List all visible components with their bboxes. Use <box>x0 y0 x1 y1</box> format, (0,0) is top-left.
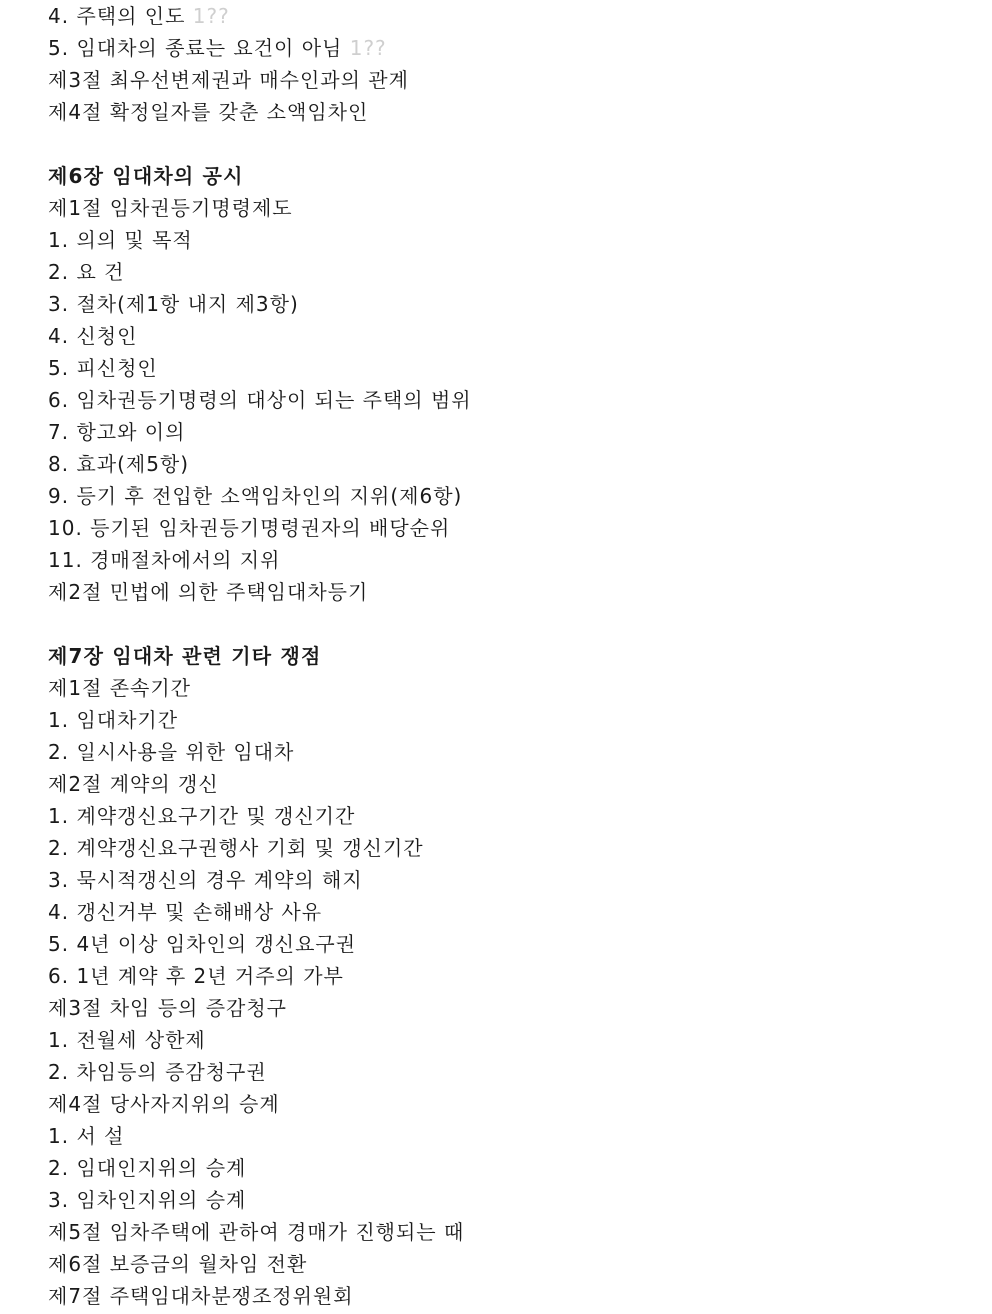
section-heading: 제2절 계약의 갱신 <box>48 772 219 796</box>
list-item: 10. 등기된 임차권등기명령권자의 배당순위 <box>48 516 451 540</box>
list-item: 8. 효과(제5항) <box>48 452 190 476</box>
list-item: 6. 임차권등기명령의 대상이 되는 주택의 범위 <box>48 388 472 412</box>
list-item: 2. 요 건 <box>48 260 125 284</box>
list-item: 4. 갱신거부 및 손해배상 사유 <box>48 900 323 924</box>
list-item: 2. 차임등의 증감청구권 <box>48 1060 267 1084</box>
line-text: 5. 임대차의 종료는 요건이 아님 <box>48 36 343 60</box>
chapter-heading: 제6장 임대차의 공시 <box>48 164 244 188</box>
section-heading: 제3절 차임 등의 증감청구 <box>48 996 287 1020</box>
list-item: 3. 절차(제1항 내지 제3항) <box>48 292 299 316</box>
section-heading: 제7절 주택임대차분쟁조정위원회 <box>48 1284 354 1308</box>
list-item: 7. 항고와 이의 <box>48 420 186 444</box>
list-item-house-delivery <box>48 0 230 32</box>
list-item: 2. 일시사용을 위한 임대차 <box>48 740 295 764</box>
section-heading: 제3절 최우선변제권과 매수인과의 관계 <box>48 68 409 92</box>
list-item: 3. 임차인지위의 승계 <box>48 1188 247 1212</box>
list-item: 6. 1년 계약 후 2년 거주의 가부 <box>48 964 344 988</box>
list-item: 11. 경매절차에서의 지위 <box>48 548 281 572</box>
section-heading: 제1절 존속기간 <box>48 676 192 700</box>
list-item: 1. 서 설 <box>48 1124 125 1148</box>
section-heading: 제4절 당사자지위의 승계 <box>48 1092 280 1116</box>
faded-page-ref: 1?? <box>349 36 387 60</box>
list-item: 1. 임대차기간 <box>48 708 179 732</box>
section-heading: 제1절 임차권등기명령제도 <box>48 196 293 220</box>
list-item: 3. 묵시적갱신의 경우 계약의 해지 <box>48 868 363 892</box>
list-item: 2. 임대인지위의 승계 <box>48 1156 247 1180</box>
section-heading: 제4절 확정일자를 갖춘 소액임차인 <box>48 100 369 124</box>
line-text: 4. 주택의 인도 <box>48 4 186 28</box>
section-heading: 제5절 임차주택에 관하여 경매가 진행되는 때 <box>48 1220 465 1244</box>
list-item-termination <box>48 32 387 64</box>
faded-page-ref: 1?? <box>192 4 230 28</box>
chapter-heading: 제7장 임대차 관련 기타 쟁점 <box>48 644 322 668</box>
list-item: 5. 피신청인 <box>48 356 158 380</box>
list-item: 1. 계약갱신요구기간 및 갱신기간 <box>48 804 356 828</box>
list-item: 1. 의의 및 목적 <box>48 228 193 252</box>
list-item: 4. 신청인 <box>48 324 138 348</box>
list-item: 1. 전월세 상한제 <box>48 1028 206 1052</box>
list-item: 5. 4년 이상 임차인의 갱신요구권 <box>48 932 357 956</box>
list-item: 2. 계약갱신요구권행사 기회 및 갱신기간 <box>48 836 424 860</box>
section-heading: 제6절 보증금의 월차임 전환 <box>48 1252 308 1276</box>
list-item: 9. 등기 후 전입한 소액임차인의 지위(제6항) <box>48 484 463 508</box>
section-heading: 제2절 민법에 의한 주택임대차등기 <box>48 580 369 604</box>
